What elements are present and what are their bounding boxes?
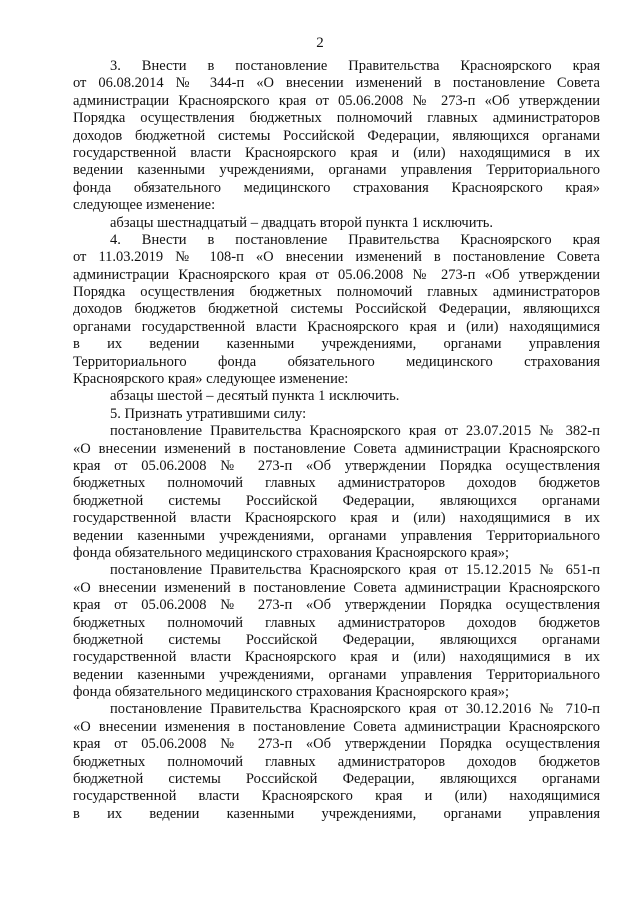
text-line: постановление Правительства Красноярского края от 23.07.2015 № 382-п [110, 423, 600, 440]
text-line: ведении казенными учреждениями, органами управления Территориального [73, 527, 600, 544]
text-line: 4. Внести в постановление Правительства Красноярского края [110, 231, 600, 248]
text-line: доходов бюджетной системы Российской Федерации, являющихся органами [73, 127, 600, 144]
text-line: 3. Внести в постановление Правительства Красноярского края [110, 58, 600, 74]
text-line: фонда обязательного медицинского страхования Красноярского края»; [73, 684, 510, 701]
text-line: постановление Правительства Красноярского края от 30.12.2016 № 710-п [110, 701, 600, 718]
text-line: «О внесении изменений в постановление Совета администрации Красноярского [73, 440, 600, 457]
text-line: края от 05.06.2008 № 273-п «Об утверждении Порядка осуществления [73, 597, 600, 614]
text-line: государственной власти Красноярского края и (или) находящимися [73, 788, 600, 805]
text-line: государственной власти Красноярского края и (или) находящимися в их [73, 510, 600, 527]
text-line: Порядка осуществления бюджетных полномочий главных администраторов [73, 110, 600, 127]
text-line: в их ведении казенными учреждениями, органами управления [73, 336, 600, 353]
text-line: бюджетной системы Российской Федерации, являющихся органами [73, 771, 600, 788]
text-line: от 11.03.2019 № 108-п «О внесении изменений в постановление Совета [73, 249, 600, 266]
text-line: Порядка осуществления бюджетных полномочий главных администраторов [73, 284, 600, 301]
text-line: администрации Красноярского края от 05.06.2008 № 273-п «Об утверждении [73, 92, 600, 109]
text-line: ведении казенными учреждениями, органами управления Территориального [73, 162, 600, 179]
text-line: от 06.08.2014 № 344-п «О внесении изменений в постановление Совета [73, 75, 600, 92]
text-line: администрации Красноярского края от 05.06.2008 № 273-п «Об утверждении [73, 266, 600, 283]
text-line: государственной власти Красноярского края и (или) находящимися в их [73, 649, 600, 666]
text-line: «О внесении изменения в постановление Совета администрации Красноярского [73, 718, 600, 735]
text-line: абзацы шестой – десятый пункта 1 исключить. [110, 388, 400, 405]
text-line: фонда обязательного медицинского страхования Красноярского края»; [73, 544, 510, 561]
text-line: фонда обязательного медицинского страхования Красноярского края» [73, 179, 600, 196]
text-line: бюджетных полномочий главных администраторов доходов бюджетов [73, 753, 600, 770]
text-line: органами государственной власти Красноярского края и (или) находящимися [73, 318, 600, 335]
text-line: абзацы шестнадцатый – двадцать второй пункта 1 исключить. [110, 214, 494, 231]
text-line: бюджетных полномочий главных администраторов доходов бюджетов [73, 614, 600, 631]
text-line: следующее изменение: [73, 197, 216, 214]
text-line: ведении казенными учреждениями, органами управления Территориального [73, 666, 600, 683]
text-line: края от 05.06.2008 № 273-п «Об утверждении Порядка осуществления [73, 736, 600, 753]
text-line: Территориального фонда обязательного медицинского страхования [73, 353, 600, 370]
text-line: бюджетной системы Российской Федерации, являющихся органами [73, 492, 600, 509]
text-line: Красноярского края» следующее изменение: [73, 371, 349, 388]
text-line: государственной власти Красноярского края и (или) находящимися в их [73, 144, 600, 161]
page-number: 2 [316, 35, 324, 51]
text-line: 5. Признать утратившими силу: [110, 405, 307, 422]
document-body [73, 58, 600, 823]
text-line: постановление Правительства Красноярского края от 15.12.2015 № 651-п [110, 562, 600, 579]
text-line: доходов бюджетов бюджетной системы Российской Федерации, являющихся [73, 301, 600, 318]
text-line: в их ведении казенными учреждениями, органами управления [73, 805, 600, 822]
text-line: «О внесении изменений в постановление Совета администрации Красноярского [73, 579, 600, 596]
text-line: бюджетных полномочий главных администраторов доходов бюджетов [73, 475, 600, 492]
text-line: края от 05.06.2008 № 273-п «Об утверждении Порядка осуществления [73, 457, 600, 474]
text-line: бюджетной системы Российской Федерации, являющихся органами [73, 631, 600, 648]
